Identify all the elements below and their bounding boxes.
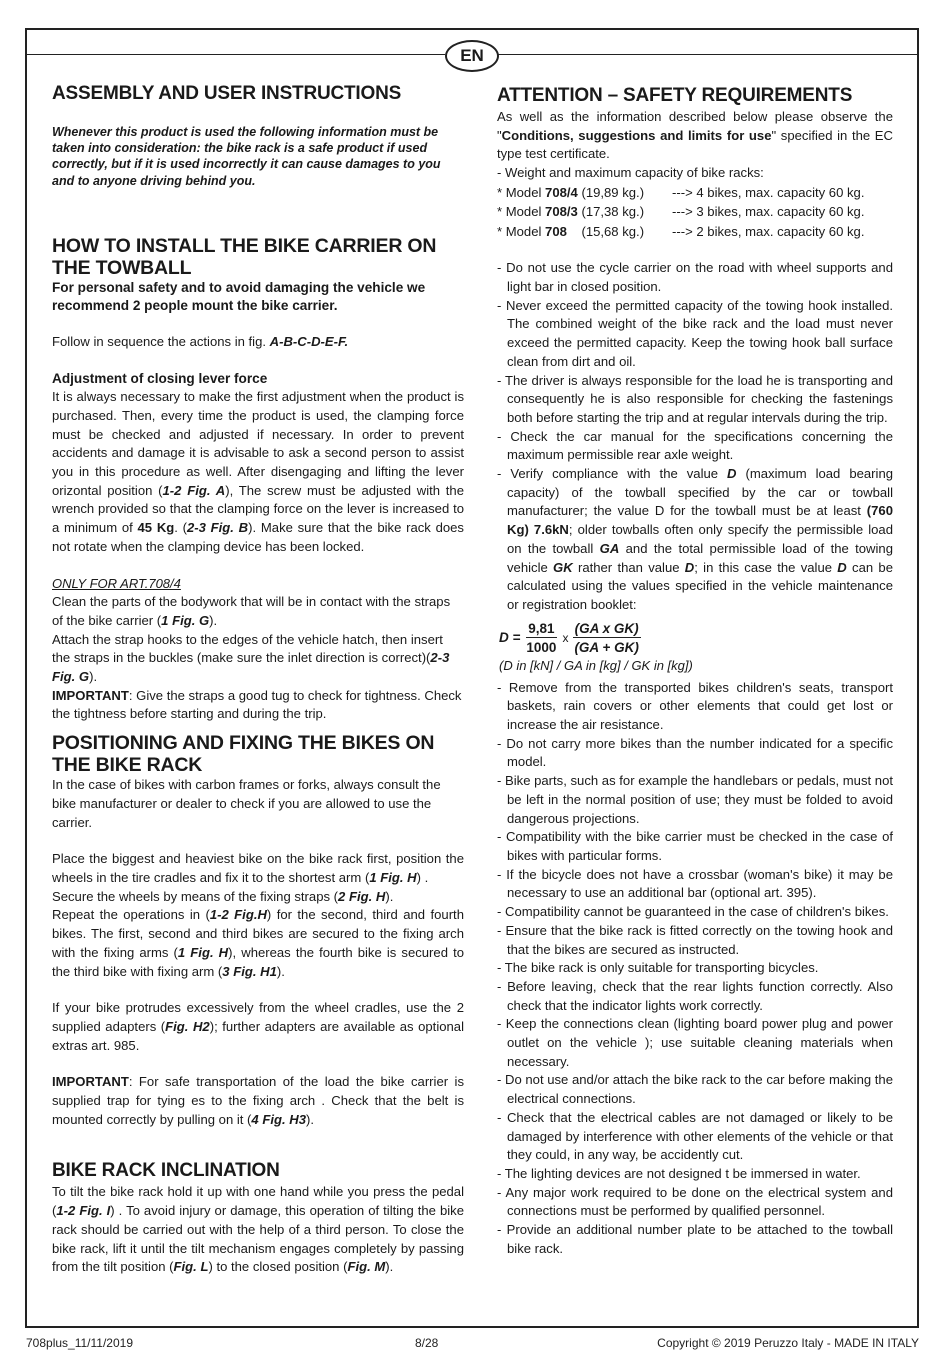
position-title: POSITIONING AND FIXING THE BIKES ON THE BIKE RACK [52,732,435,777]
adjust-title: Adjustment of closing lever force [52,370,268,386]
formula-num-2: (GA x GK) [574,620,639,636]
formula-den-1: 1000 [526,639,557,655]
art-important: IMPORTANT: Give the straps a good tug to check for tightness. Check the tightness before starting and during the trip. [52,687,462,722]
position-place: Place the biggest and heaviest bike on the bike rack first, position the wheels in the tire cradles and fix it to the shortest arm (1 Fig. H) . [52,851,464,885]
safety-item: - Ensure that the bike rack is fitted correctly on the towing hook and that the bikes are secured as instructed. [497,922,893,957]
safety-item: - Compatibility cannot be guaranteed in the case of children's bikes. [497,904,889,920]
formula-den-2: (GA + GK) [574,639,639,655]
header-rule-right [497,54,918,55]
left-column [52,80,464,1277]
formula-times: x [562,630,569,645]
follow-sequence: Follow in sequence the actions in fig. A-B-C-D-E-F. [52,333,349,349]
model-name: * Model 708/3 (17,38 kg.) [497,204,645,220]
safety-item: - Bike parts, such as for example the handlebars or pedals, must not be left in the normal position of use; they must be folded to avoid dangerous projections. [497,773,893,826]
header-rule-left [26,54,445,55]
position-repeat: Repeat the operations in (1-2 Fig.H) for the second, third and fourth bikes. The first, second and third bikes are secured to the fixing arch with the fixing arms (1 Fig. H), whereas the fourth bike is secured to the third bike with fixing arm (3 Fig. H1). [52,907,464,979]
safety-item: - Compatibility with the bike carrier must be checked in the case of bikes with particular forms. [497,829,893,863]
safety-item: - The lighting devices are not designed t be immersed in water. [497,1165,861,1181]
right-column [497,80,893,1258]
models-table [497,183,893,242]
safety-item: - The driver is always responsible for the load he is transporting and consequently he is also responsible for checking the fastenings both before starting the trip and at regular intervals during the trip. [497,372,893,425]
model-row [497,202,893,222]
model-capacity: ---> 3 bikes, max. capacity 60 kg. [672,204,865,220]
d-value-formula [499,621,893,655]
position-adapters: If your bike protrudes excessively from the wheel cradles, use the 2 supplied adapters (Fig. H2); further adapters are available as optional extras art. 985. [52,1000,464,1053]
formula-lhs: D = [499,630,521,646]
weight-title: - Weight and maximum capacity of bike racks: [497,165,764,181]
adjust-text: It is always necessary to make the first adjustment when the product is purchased. Then, every time the product is used, the clamping force must be checked and adjusted if necessary. In order to prevent accidents and damage it is advisable to ask a second person to assist you in this procedure as well. After disengaging and lifting the lever orizontal position (1-2 Fig. A), The screw must be adjusted with the wrench provided so that the clamping force on the lever is increased to a minimum of 45 Kg. (2-3 Fig. B). Make sure that the bike rack does not rotate when the clamping device has been locked. [52,389,464,554]
formula-fraction-1 [524,621,558,655]
safety-item: - If the bicycle does not have a crossbar (woman's bike) it may be necessary to use an additional bar (optional art. 395). [497,866,893,901]
safety-item: - Do not carry more bikes than the number indicated for a specific model. [497,735,893,770]
model-row [497,222,893,242]
model-row [497,183,893,203]
safety-title: ATTENTION – SAFETY REQUIREMENTS [497,85,853,106]
position-secure: Secure the wheels by means of the fixing straps (2 Fig. H). [52,888,394,904]
install-lead: For personal safety and to avoid damaging the vehicle we recommend 2 people mount the bike carrier. [52,279,426,313]
inclination-title: BIKE RACK INCLINATION [52,1160,280,1182]
safety-item: - Any major work required to be done on the electrical system and connections must be performed by qualified personnel. [497,1184,893,1219]
safety-item: - Do not use the cycle carrier on the road with wheel supports and light bar in closed position. [497,260,893,295]
position-important: IMPORTANT: For safe transportation of the load the bike carrier is supplied trap for tying es to the fixing arch . Check that the belt is mounted correctly by pulling on it (4 Fig. H3). [52,1074,464,1127]
safety-item: - Check the car manual for the specifications concerning the maximum permissible rear axle weight. [497,428,893,463]
safety-item: - Keep the connections clean (lighting board power plug and power outlet on the vehicle ); use suitable cleaning materials when necessary. [497,1016,893,1069]
install-title: HOW TO INSTALL THE BIKE CARRIER ON THE TOWBALL [52,234,437,279]
safety-item: - Never exceed the permitted capacity of the towing hook installed. The combined weight of the bike rack and the load must never exceed the permitted capacity. Keep the towing hook ball surface clean from dirt and oil. [497,297,893,369]
assembly-title: ASSEMBLY AND USER INSTRUCTIONS [52,83,402,104]
model-capacity: ---> 4 bikes, max. capacity 60 kg. [672,184,865,200]
language-badge: EN [445,40,499,72]
inclination-text: To tilt the bike rack hold it up with one hand while you press the pedal (1-2 Fig. I) . To avoid injury or damage, this operation of tilting the bike rack should be carried out with the help of a third person. To close the bike rack, lift it until the tilt mechanism engages completely by passing from the tilt position (Fig. L) to the closed position (Fig. M). [52,1184,464,1275]
footer-page-number: 8/28 [415,1336,439,1350]
art-attach: Attach the strap hooks to the edges of the vehicle hatch, then insert the straps in the buckles (make sure the inlet direction is correct)(2-3 Fig. G). [52,631,450,685]
safety-item: - Do not use and/or attach the bike rack to the car before making the electrical connections. [497,1072,893,1107]
safety-item: - Provide an additional number plate to be attached to the towball bike rack. [497,1222,893,1256]
model-name: * Model 708 (15,68 kg.) [497,223,645,239]
art-title: ONLY FOR ART.708/4 [52,575,181,591]
safety-item: - Before leaving, check that the rear lights function correctly. Also check that the indicator lights work correctly. [497,978,893,1013]
safety-item: - Remove from the transported bikes children's seats, transport baskets, rain covers or other elements that could get lost or increase the air resistance. [497,679,893,733]
safety-list-1 [497,259,893,465]
formula-units: (D in [kN] / GA in [kg] / GK in [kg]) [499,657,693,673]
model-capacity: ---> 2 bikes, max. capacity 60 kg. [672,223,865,239]
safety-intro: As well as the information described below please observe the "Conditions, suggestions and limits for use" specified in the EC type test certificate. [497,109,893,162]
intro-warning: Whenever this product is used the following information must be taken into consideration: the bike rack is a safe product if used correctly, but if it is used incorrectly it can cause damages to you and to anyone driving behind you. [52,125,441,188]
formula-fraction-2 [572,621,640,655]
formula-num-1: 9,81 [528,620,555,636]
safety-item: - The bike rack is only suitable for transporting bicycles. [497,960,819,976]
position-carbon: In the case of bikes with carbon frames or forks, always consult the bike manufacturer or dealer to check if you are allowed to use the carrier. [52,777,441,830]
model-name: * Model 708/4 (19,89 kg.) [497,184,645,200]
safety-list-2 [497,679,893,1259]
art-clean: Clean the parts of the bodywork that will be in contact with the straps of the bike carrier (1 Fig. G). [52,594,451,628]
safety-item: - Check that the electrical cables are not damaged or likely to be damaged by interference with other elements of the vehicle or that they could, in any way, be accidently cut. [497,1109,893,1163]
verify-item: - Verify compliance with the value D (maximum load bearing capacity) of the towball specified by the car or towball manufacturer; the value D for the towball must be at least (760 Kg) 7.6kN; older towballs often only specify the permissible load on the towball GA and the total permissible load of the towing vehicle GK rather than value D; in this case the value D can be calculated using the values specified in the vehicle maintenance or registration booklet: [497,466,894,612]
footer-doc-code: 708plus_11/11/2019 [26,1336,133,1350]
footer-copyright: Copyright © 2019 Peruzzo Italy - MADE IN ITALY [657,1336,919,1350]
